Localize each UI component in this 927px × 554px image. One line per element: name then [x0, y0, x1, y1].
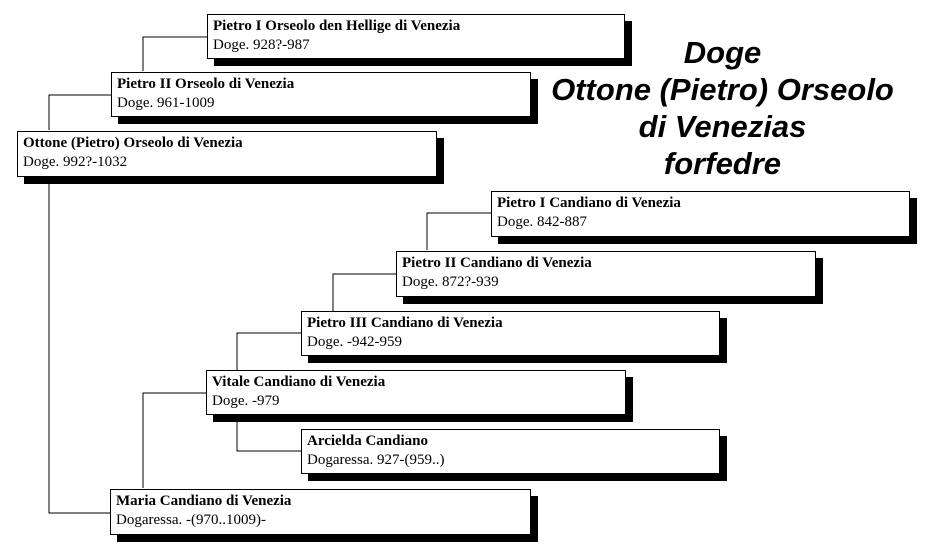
person-box-pietro-iii-candiano	[301, 311, 720, 356]
person-name: Ottone (Pietro) Orseolo di Venezia	[23, 135, 243, 151]
connector-vitale-father	[237, 333, 302, 371]
person-dates: Doge. -942-959	[307, 334, 402, 350]
person-box-pietro-ii-orseolo	[111, 72, 531, 117]
person-name: Pietro I Orseolo den Hellige di Venezia	[213, 18, 461, 34]
person-dates: Doge. 961-1009	[117, 95, 215, 111]
title-line: Doge	[683, 35, 762, 70]
connector-ottone-father	[49, 95, 111, 130]
connector-pietro-ii-orseolo	[143, 37, 209, 71]
connector-ottone-mother	[49, 180, 111, 513]
person-name: Pietro II Candiano di Venezia	[402, 255, 592, 271]
person-dates: Dogaressa. 927-(959..)	[307, 452, 445, 468]
person-name: Vitale Candiano di Venezia	[212, 374, 386, 390]
person-box-ottone-orseolo	[17, 131, 437, 177]
person-dates: Doge. 992?-1032	[23, 154, 128, 170]
title-line: di Venezias	[638, 109, 807, 144]
chart-title	[540, 34, 905, 182]
person-box-pietro-ii-candiano	[396, 251, 816, 297]
person-name: Maria Candiano di Venezia	[116, 493, 292, 509]
connector-pietro-iii-candiano	[333, 274, 397, 311]
person-box-arcielda-candiano	[301, 429, 720, 474]
connector-vitale-mother	[237, 413, 302, 451]
title-line: forfedre	[663, 146, 782, 181]
connector-maria-father	[143, 393, 207, 488]
person-dates: Doge. -979	[212, 393, 280, 409]
person-box-vitale-candiano	[206, 370, 626, 415]
title-line: Ottone (Pietro) Orseolo	[551, 72, 894, 107]
person-name: Pietro II Orseolo di Venezia	[117, 76, 295, 92]
person-box-maria-candiano	[110, 489, 531, 535]
person-name: Pietro III Candiano di Venezia	[307, 315, 503, 331]
person-name: Pietro I Candiano di Venezia	[497, 195, 681, 211]
person-dates: Doge. 842-887	[497, 214, 587, 230]
person-name: Arcielda Candiano	[307, 433, 428, 449]
person-dates: Doge. 872?-939	[402, 274, 499, 290]
person-dates: Dogaressa. -(970..1009)-	[116, 512, 266, 528]
person-box-pietro-i-candiano	[491, 191, 910, 237]
connector-pietro-ii-candiano	[427, 213, 492, 250]
person-dates: Doge. 928?-987	[213, 37, 310, 53]
